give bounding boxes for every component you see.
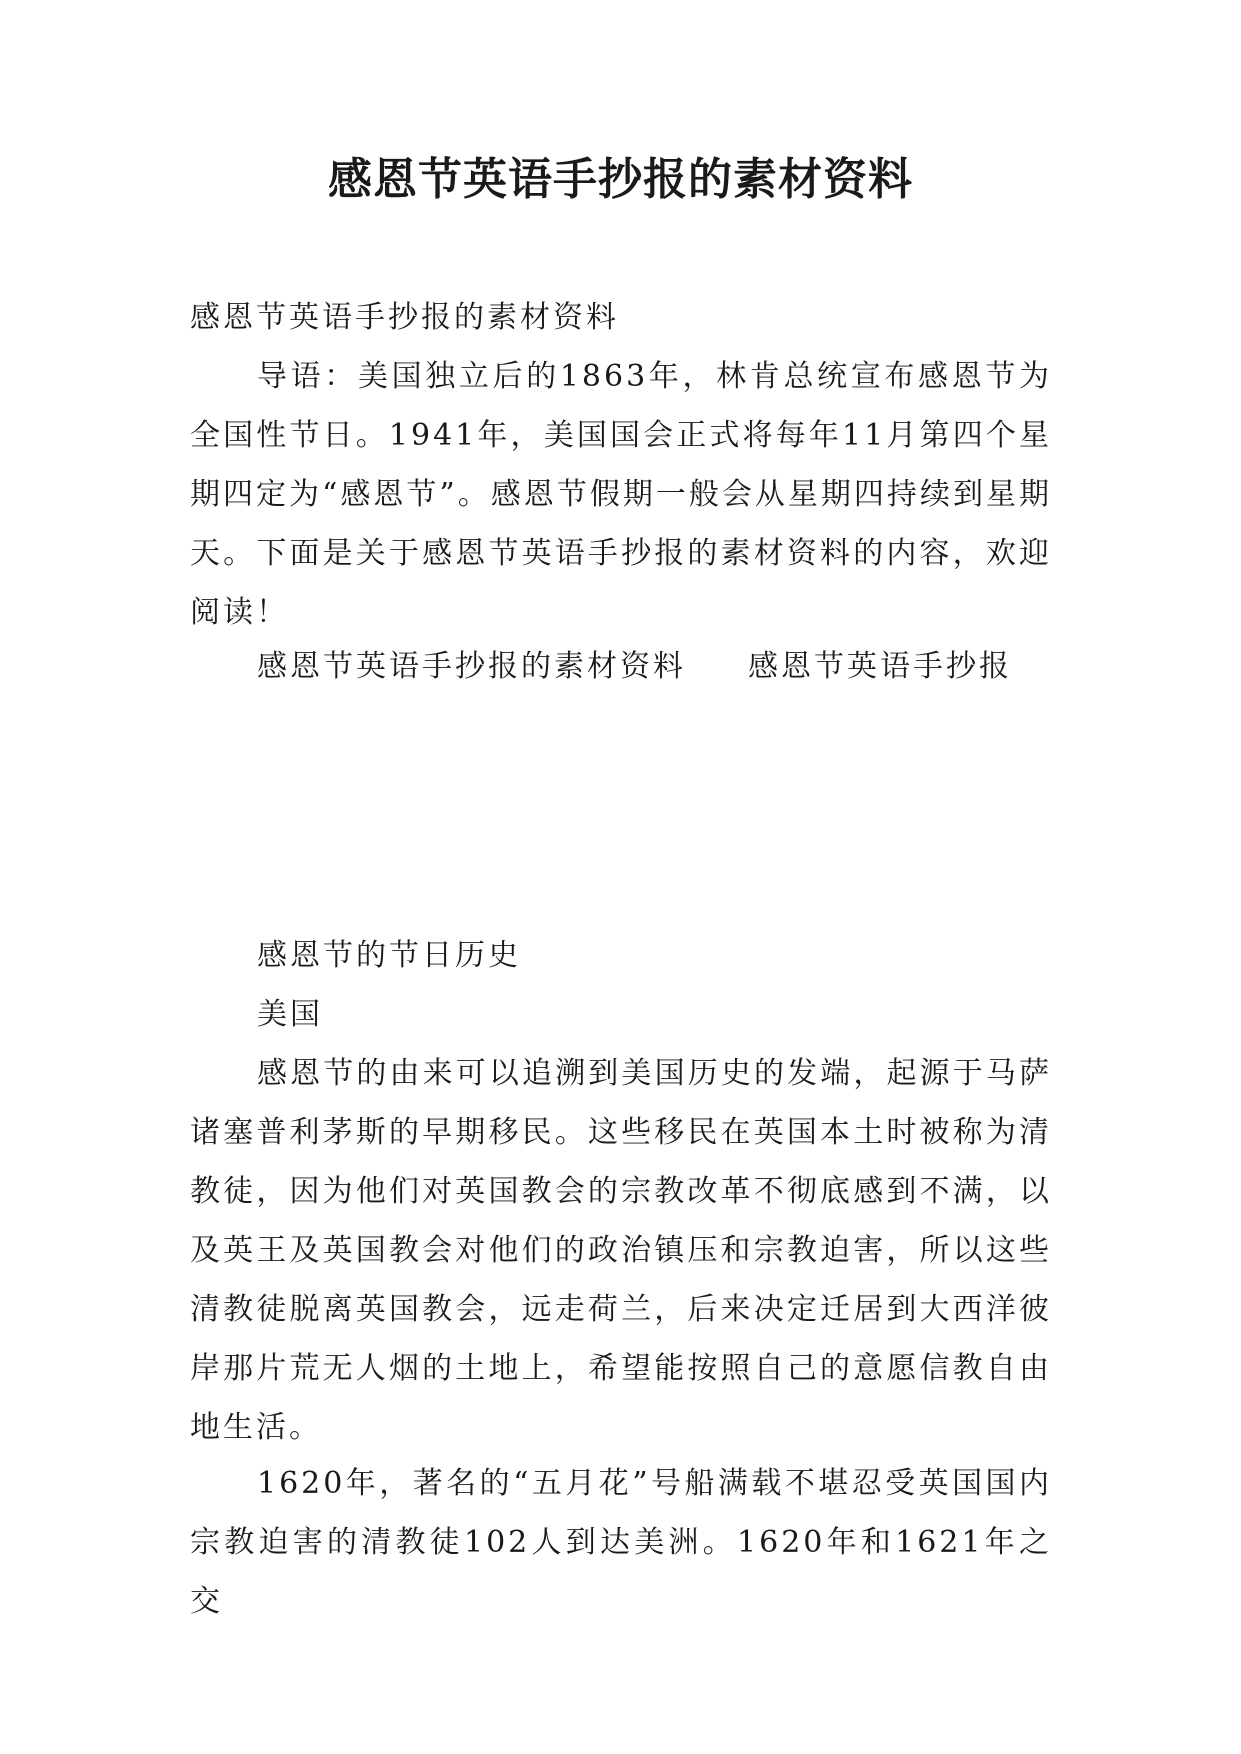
document-title: 感恩节英语手抄报的素材资料	[328, 154, 913, 205]
body-paragraph: 感恩节的由来可以追溯到美国历史的发端，起源于马萨诸塞普利茅斯的早期移民。这些移民在英国本土时被称为清教徒，因为他们对英国教会的宗教改革不彻底感到不满，以及英王及英国教会对他们的政治镇压和宗教迫害，所以这些清教徒脱离英国教会，远走荷兰，后来决定迁居到大西洋彼岸那片荒无人烟的土地上，希望能按照自己的意愿信教自由地生活。	[190, 1056, 1052, 1445]
image-caption: 感恩节英语手抄报的素材资料	[257, 649, 686, 684]
section-heading: 感恩节的节日历史	[257, 938, 521, 973]
image-caption: 感恩节英语手抄报	[748, 649, 1012, 684]
document-subtitle: 感恩节英语手抄报的素材资料	[190, 300, 619, 335]
section-subheading: 美国	[257, 997, 323, 1032]
intro-paragraph: 导语：美国独立后的1863年，林肯总统宣布感恩节为全国性节日。1941年，美国国会正式将每年11月第四个星期四定为“感恩节”。感恩节假期一般会从星期四持续到星期天。下面是关于感恩节英语手抄报的素材资料的内容，欢迎阅读！	[190, 359, 1052, 630]
body-paragraph: 1620年，著名的“五月花”号船满载不堪忍受英国国内宗教迫害的清教徒102人到达美洲。1620年和1621年之交	[190, 1466, 1052, 1619]
image-caption-row	[257, 637, 1012, 696]
